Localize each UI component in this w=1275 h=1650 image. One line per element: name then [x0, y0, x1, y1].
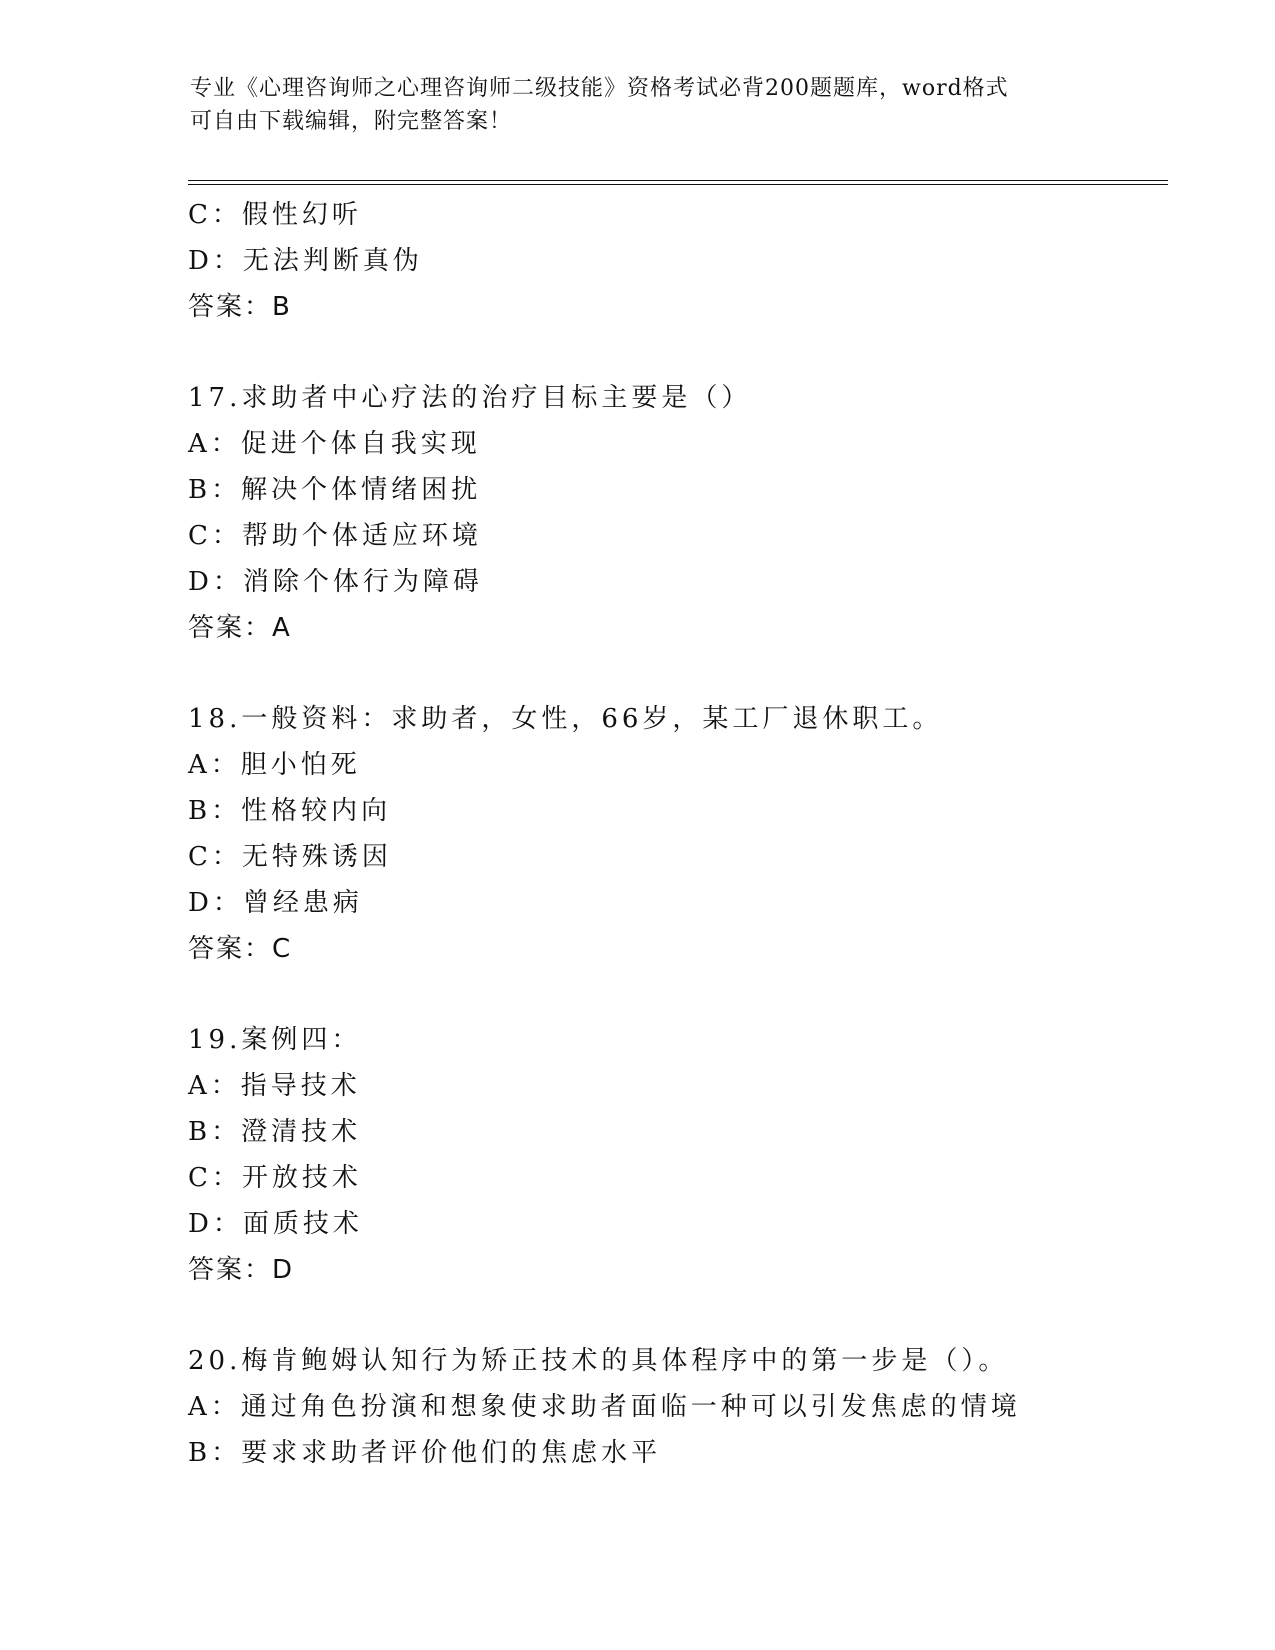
- header-divider-top: [188, 180, 1168, 181]
- question-stem: 18.一般资料：求助者，女性，66岁，某工厂退休职工。: [188, 704, 943, 734]
- option-a: A：通过角色扮演和想象使求助者面临一种可以引发焦虑的情境: [188, 1392, 1021, 1422]
- question-stem: 17.求助者中心疗法的治疗目标主要是（）: [188, 383, 752, 413]
- spacer: [188, 972, 1188, 1017]
- option-c: C：无特殊诱因: [188, 842, 392, 872]
- answer-line: 答案：C: [188, 934, 293, 964]
- option-a: A：胆小怕死: [188, 750, 361, 780]
- option-d: D：曾经患病: [188, 888, 363, 918]
- question-stem: 19.案例四：: [188, 1025, 362, 1055]
- header-divider-bottom: [188, 184, 1168, 185]
- question-block-19: [188, 1017, 1188, 1293]
- option-c: C：帮助个体适应环境: [188, 521, 482, 551]
- question-block-18: [188, 696, 1188, 972]
- question-block-20: [188, 1338, 1188, 1476]
- question-block-17: [188, 375, 1188, 651]
- option-c: C：开放技术: [188, 1163, 362, 1193]
- option-b: B：要求求助者评价他们的焦虑水平: [188, 1438, 662, 1468]
- answer-line: 答案：B: [188, 292, 292, 322]
- option-c: C：假性幻听: [188, 200, 362, 230]
- answer-line: 答案：D: [188, 1255, 295, 1285]
- question-list: [188, 192, 1188, 1476]
- option-b: B：澄清技术: [188, 1117, 362, 1147]
- answer-line: 答案：A: [188, 613, 292, 643]
- spacer: [188, 1293, 1188, 1338]
- header-line-2: 可自由下载编辑，附完整答案！: [190, 109, 513, 134]
- document-header: [190, 72, 1090, 138]
- option-d: D：消除个体行为障碍: [188, 567, 483, 597]
- option-a: A：指导技术: [188, 1071, 361, 1101]
- option-d: D：无法判断真伪: [188, 246, 423, 276]
- question-block-continued: [188, 192, 1188, 330]
- header-line-1: 专业《心理咨询师之心理咨询师二级技能》资格考试必背200题题库，word格式: [190, 76, 1009, 101]
- spacer: [188, 651, 1188, 696]
- option-b: B：解决个体情绪困扰: [188, 475, 482, 505]
- option-a: A：促进个体自我实现: [188, 429, 481, 459]
- option-b: B：性格较内向: [188, 796, 392, 826]
- question-stem: 20.梅肯鲍姆认知行为矫正技术的具体程序中的第一步是（）。: [188, 1346, 1009, 1376]
- option-d: D：面质技术: [188, 1209, 363, 1239]
- spacer: [188, 330, 1188, 375]
